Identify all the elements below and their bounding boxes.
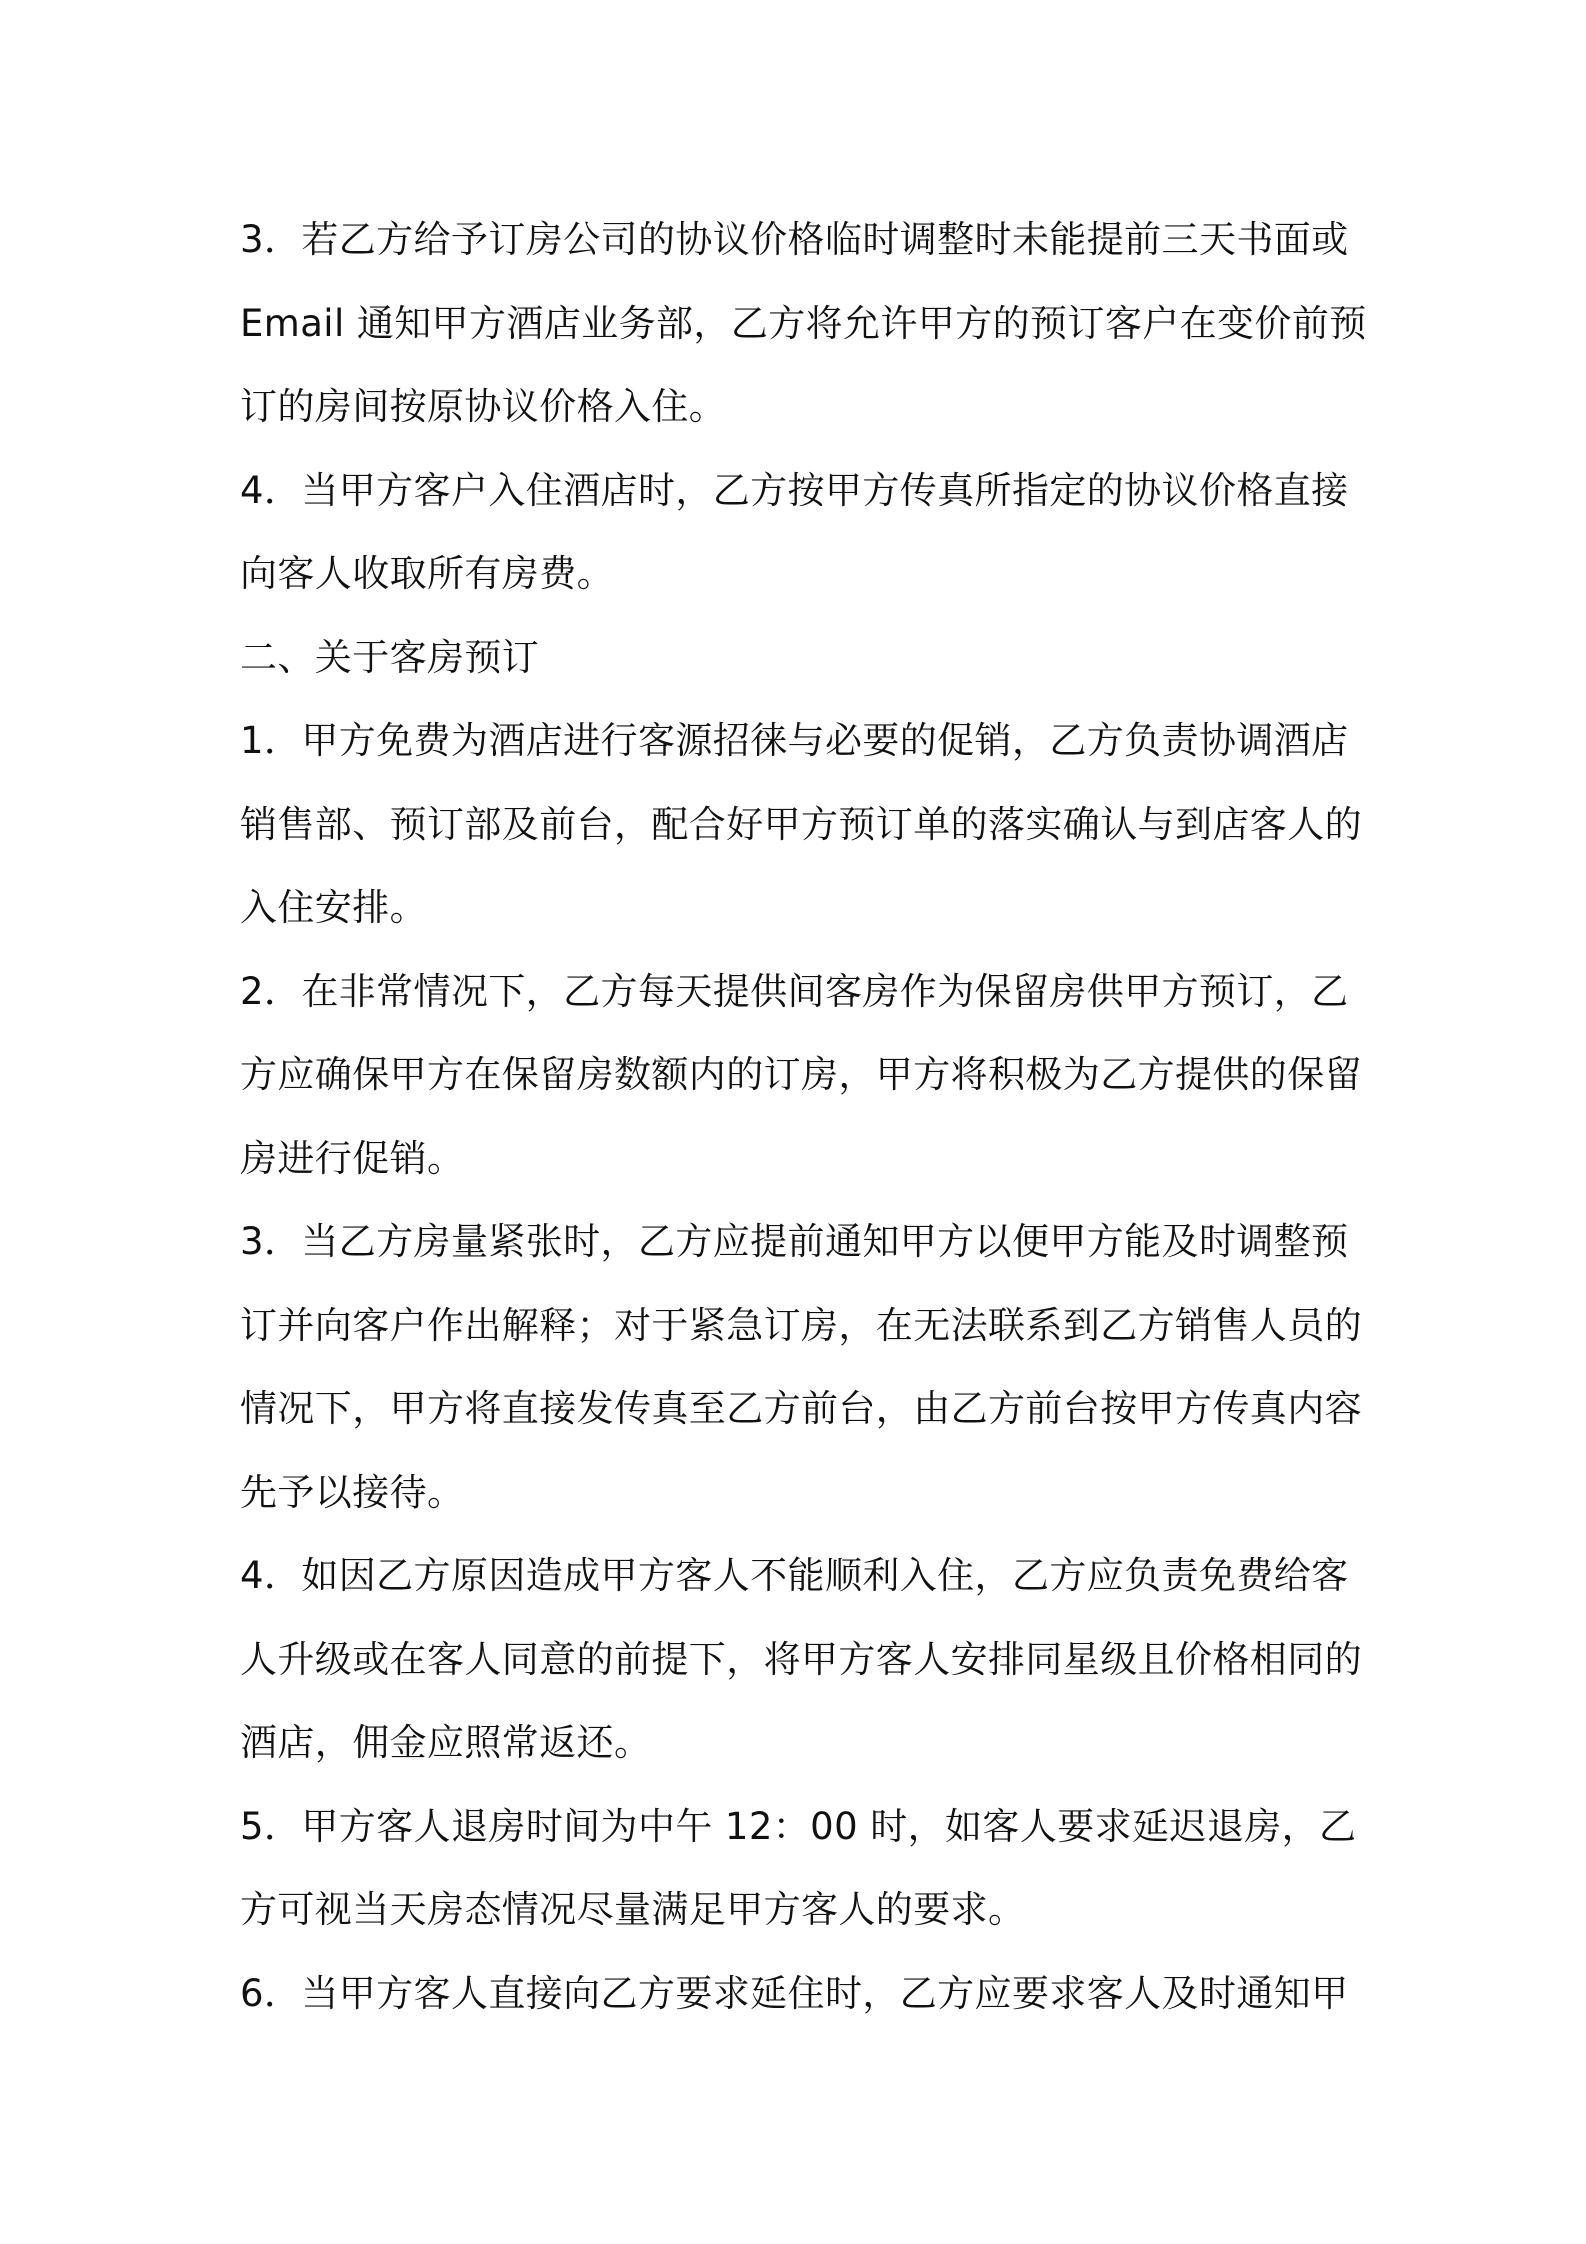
text-line: Email 通知甲方酒店业务部，乙方将允许甲方的预订客户在变价前预 xyxy=(240,301,1367,345)
text-line: 订的房间按原协议价格入住。 xyxy=(240,385,727,428)
text-line: 情况下，甲方将直接发传真至乙方前台，由乙方前台按甲方传真内容 xyxy=(240,1387,1362,1430)
text-line: 4．当甲方客户入住酒店时，乙方按甲方传真所指定的协议价格直接 xyxy=(240,468,1349,512)
section-heading: 二、关于客房预订 xyxy=(240,635,540,679)
text-line: 1．甲方免费为酒店进行客源招徕与必要的促销，乙方负责协调酒店 xyxy=(240,719,1349,762)
text-line: 5．甲方客人退房时间为中午 12：00 时，如客人要求延迟退房，乙 xyxy=(240,1804,1357,1848)
document-page xyxy=(240,198,1367,2035)
text-line: 销售部、预订部及前台，配合好甲方预订单的落实确认与到店客人的 xyxy=(240,802,1362,846)
text-line: 先予以接待。 xyxy=(240,1470,465,1514)
text-line: 酒店，佣金应照常返还。 xyxy=(240,1721,652,1764)
text-line: 人升级或在客人同意的前提下，将甲方客人安排同星级且价格相同的 xyxy=(240,1637,1362,1681)
text-line: 向客人收取所有房费。 xyxy=(240,552,614,595)
text-line: 方可视当天房态情况尽量满足甲方客人的要求。 xyxy=(240,1888,1026,1931)
text-line: 3．当乙方房量紧张时，乙方应提前通知甲方以便甲方能及时调整预 xyxy=(240,1220,1349,1263)
text-line: 订并向客户作出解释；对于紧急订房，在无法联系到乙方销售人员的 xyxy=(240,1303,1362,1347)
text-line: 6．当甲方客人直接向乙方要求延住时，乙方应要求客人及时通知甲 xyxy=(240,1971,1349,2015)
text-line: 3．若乙方给予订房公司的协议价格临时调整时未能提前三天书面或 xyxy=(240,218,1349,261)
text-line: 方应确保甲方在保留房数额内的订房，甲方将积极为乙方提供的保留 xyxy=(240,1053,1362,1096)
text-line: 入住安排。 xyxy=(240,886,427,929)
text-line: 4．如因乙方原因造成甲方客人不能顺利入住，乙方应负责免费给客 xyxy=(240,1554,1349,1597)
text-line: 2．在非常情况下，乙方每天提供间客房作为保留房供甲方预订，乙 xyxy=(240,969,1349,1013)
text-line: 房进行促销。 xyxy=(240,1136,465,1180)
